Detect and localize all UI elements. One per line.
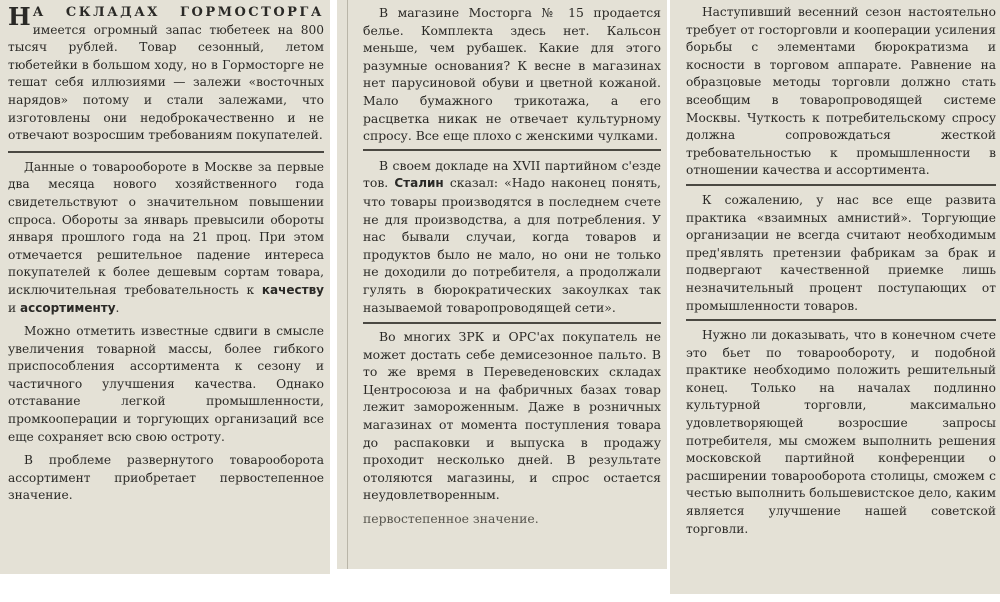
paragraph-3: Можно отметить известные сдвиги в смысле увеличения товарной массы, более гибкого приспособления ассортимента к сезону и частичного улучшения качества. Однако отставание легкой промышленности, промкооперации и торгующих организаций все еще сохраняет всю свою остроту.: [8, 324, 324, 444]
paragraph-3: Нужно ли доказывать, что в конечном счете это бьет по товарообороту, и подобной практике необходимо положить решительный конец. Только на началах подлинно культурной торговли, максимально удовлетворяющей возросшие запросы потребителя, мы сможем выполнить решения московской партийной конференции о расширении товарооборота столицы, сможем с честью выполнить большевистское дело, каким является улучшение нашей советской торговли.: [686, 328, 996, 536]
rule-separator: [363, 322, 661, 324]
paragraph-2: [363, 157, 661, 316]
paragraph-2: [8, 159, 324, 317]
headline-paragraph: [8, 4, 324, 145]
paragraph-2-end: .: [115, 300, 120, 315]
paragraph-1: Наступивший весенний сезон настоятельно требует от госторговли и кооперации усиления борьбы с элементами бюрократизма и косности в торговом аппарате. Равнение на образцовые методы торговли должно стать всеобщим в товаропроводящей системе Москвы. Чуткость к потребительскому спросу должна сопровождаться жесткой требовательностью к промышленности в отношении качества и ассортимента.: [686, 4, 996, 186]
article-column-3: [670, 0, 1000, 594]
emphasis-name: Сталин: [394, 176, 444, 191]
article-column-1: [0, 0, 330, 574]
conjunction: и: [8, 300, 17, 315]
emphasis-quality: качеству: [261, 282, 324, 297]
rule-separator: [8, 147, 324, 153]
column-fold-line: [347, 0, 348, 569]
emphasis-assortment: ассортименту: [20, 300, 116, 315]
paragraph-3: Во многих ЗРК и ОРС'ах покупатель не может достать себе демисезонное пальто. В то же время в Переведеновских складах Центросоюза и на фабричных базах товар лежит замороженным. Даже в розничных магазинах от момента поступления товара до распаковки и выпуска в продажу проходит несколько дней. В результате отоляются магазины, и спрос остается неудовлетворенным.: [363, 329, 661, 503]
paragraph-2-start: В своем докладе на XVII партийном с'езде тов.: [363, 157, 661, 191]
headline-initial: Н: [8, 2, 31, 31]
paragraph-1: имеется огромный запас тюбетеек на 800 тысяч рублей. Товар сезонный, летом тюбетейки в большом ходу, но в Гормосторге не тешат себя иллюзиями — залежи «восточных нарядов» потому и стали залежами, что изготовлены они недоброкачественно и не отвечают возросшим требованиям покупателей.: [8, 22, 324, 143]
article-column-2: [337, 0, 667, 569]
cut-off-line: первостепенное значение.: [363, 511, 539, 527]
paragraph-2-end: сказал: «Надо наконец понять, что товары производятся в последнем счете не для производства, а для потребления. У нас бывали случаи, когда товаров и продуктов было не мало, но они не только не доходили до потребителя, а продолжали гулять в бюрократических закоулках так называемой товаропроводящей сети».: [363, 175, 661, 315]
headline: А СКЛАДАХ ГОРМОСТОРГА: [32, 5, 324, 20]
paragraph-2: К сожалению, у нас все еще развита практика «взаимных амнистий». Торгующие организации не всегда считают необходимым пред'являть претензии фабрикам за брак и подвергают качественной приемке лишь незначительный процент поступающих от промышленности товаров.: [686, 192, 996, 321]
paragraph-4: В проблеме развернутого товарооборота ассортимент приобретает первостепенное значение.: [8, 453, 324, 503]
paragraph-1: В магазине Мосторга № 15 продается белье. Комплекта здесь нет. Кальсон меньше, чем рубашек. Какие для этого разумные основания? К весне в магазинах нет парусиновой обуви и цветной кожаной. Мало бумажного трикотажа, а его расцветка никак не отвечает культурному спросу. Все еще плохо с женскими чулками.: [363, 4, 661, 151]
paragraph-2-text: Данные о товарообороте в Москве за первые два месяца нового хозяйственного года свидетельствуют о значительном повышении спроса. Обороты за январь превысили обороты января прошлого года на 21 проц. При этом отмечается решительное падение интереса покупателей к более дешевым сортам товара, исключительная требовательность к: [8, 159, 324, 297]
